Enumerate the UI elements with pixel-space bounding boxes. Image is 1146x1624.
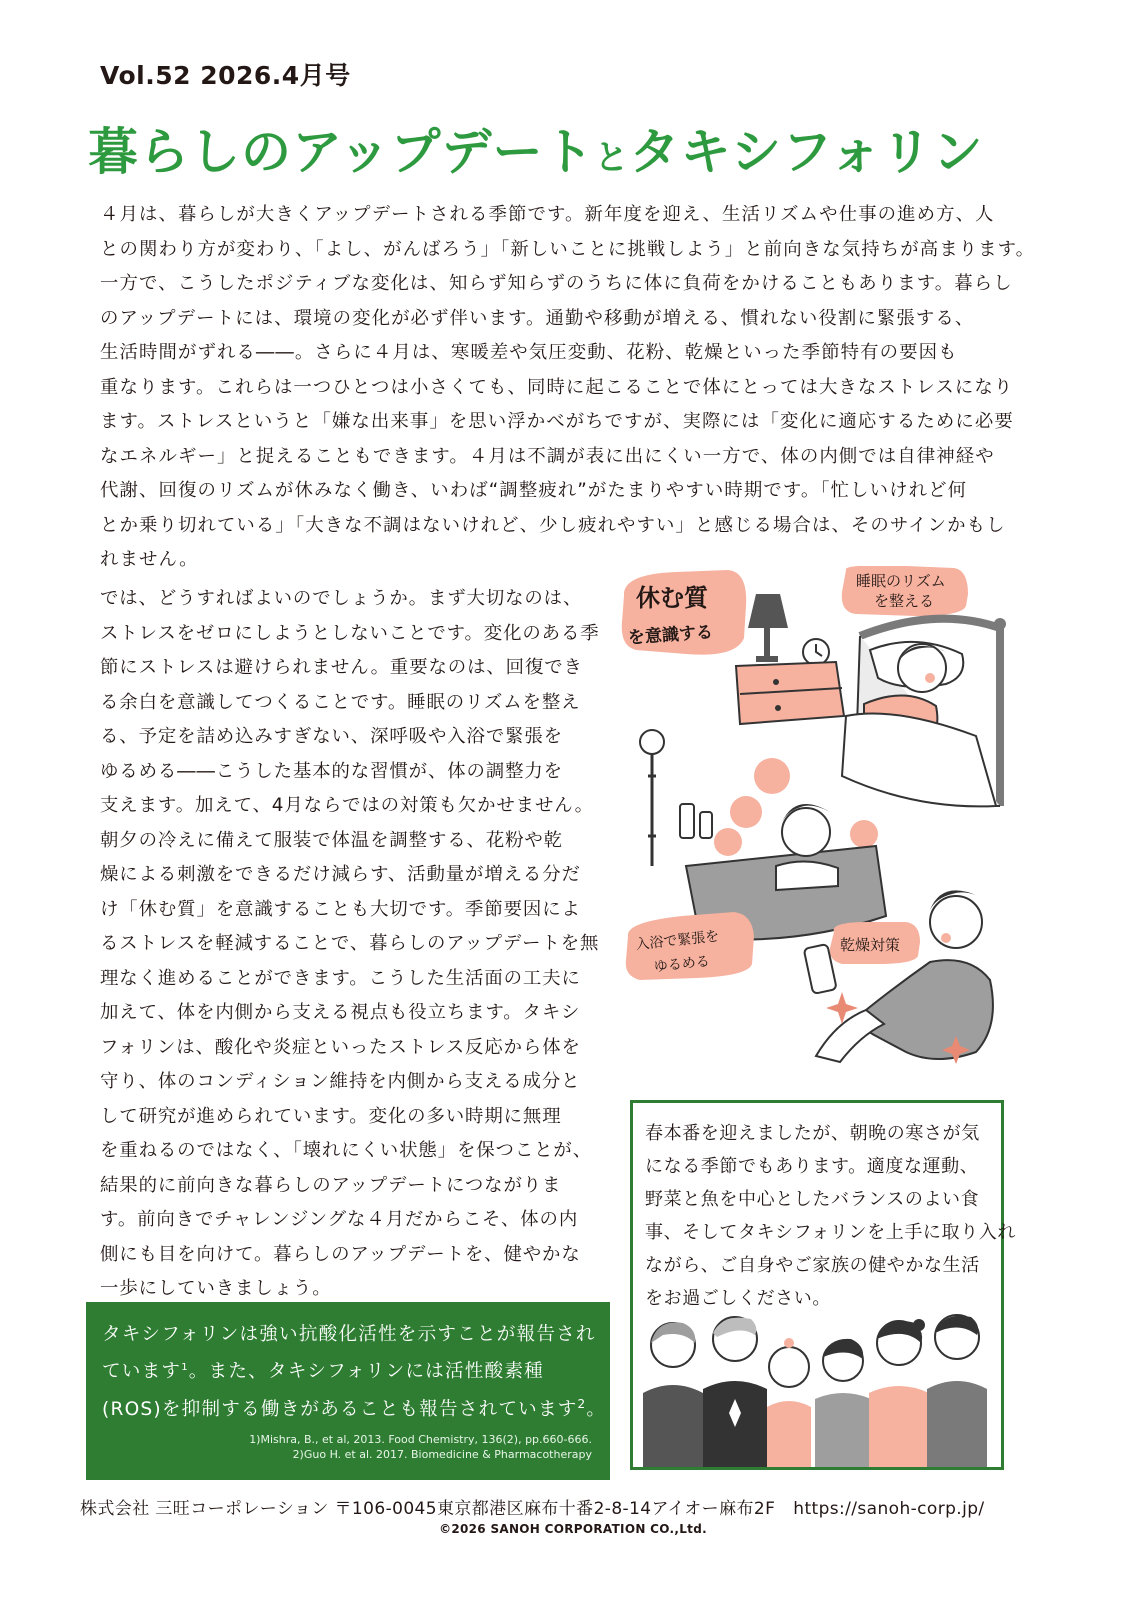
column-line-5: る、予定を詰め込みすぎない、深呼吸や入浴で緊張を — [100, 726, 563, 747]
research-line-2b: 。また、タキシフォリンには活性酸素種 — [188, 1361, 544, 1383]
column-line-1: では、どうすればよいのでしょうか。まず大切なのは、 — [100, 588, 583, 609]
bottle-icon — [680, 804, 694, 838]
title-connector: と — [594, 138, 630, 178]
research-highlight-text — [102, 1318, 607, 1426]
column-line-12: 理なく進めることができます。こうした生活面の工夫に — [100, 967, 581, 989]
copyright: ©2026 SANOH CORPORATION CO.,Ltd. — [439, 1522, 707, 1536]
family-member-baby — [767, 1338, 811, 1467]
intro-line-9: 代謝、回復のリズムが休みなく働き、いわば“調整疲れ”がたまりやすい時期です。「忙しいけれど何 — [100, 480, 968, 501]
family-member-mother — [869, 1319, 929, 1467]
note-line-2: になる季節でもあります。適度な運動、 — [645, 1156, 979, 1177]
research-highlight-box — [86, 1302, 610, 1480]
intro-line-7: ます。ストレスというと「嫌な出来事」を思い浮かべがちですが、実際には「変化に適応するために必要 — [100, 411, 1014, 432]
research-line-3a: (ROS)を抑制する働きがあることも報告されています — [102, 1399, 578, 1421]
company-url-link[interactable]: https://sanoh-corp.jp/ — [793, 1499, 985, 1519]
intro-line-4: のアップデートには、環境の変化が必ず伴います。通勤や移動が増える、慣れない役割に緊張する、 — [100, 307, 975, 329]
company-address: 株式会社 三旺コーポレーション 〒106-0045東京都港区麻布十番2-8-14アイオー麻布2F — [80, 1499, 776, 1519]
lifestyle-illustration — [616, 566, 1036, 1086]
seated-woman-head — [930, 896, 982, 948]
research-line-2a: ています — [102, 1361, 182, 1383]
intro-line-5: 生活時間がずれる――。さらに４月は、寒暖差や気圧変動、花粉、乾燥といった季節特有の要因も — [100, 342, 958, 363]
issue-number: Vol.52 2026.4月号 — [100, 61, 351, 90]
body-column — [100, 582, 612, 1307]
note-line-1: 春本番を迎えましたが、朝晩の寒さが気 — [645, 1123, 980, 1144]
note-line-6: をお過ごしください。 — [645, 1288, 831, 1309]
title-part1: 暮らしのアップデート — [88, 123, 595, 181]
research-line-3 — [102, 1388, 607, 1426]
family-member-child — [815, 1339, 871, 1467]
footer — [80, 1494, 1080, 1519]
sleep-label-line2: を整える — [874, 592, 935, 610]
intro-line-8: なエネルギー」と捉えることもできます。４月は不調が表に出にくい一方で、体の内側では自律神経や — [100, 445, 995, 467]
column-line-9: 燥による刺激をできるだけ減らす、活動量が増える分だ — [100, 864, 581, 885]
research-line-1: タキシフォリンは強い抗酸化活性を示すことが報告され — [102, 1324, 596, 1345]
family-illustration — [643, 1303, 993, 1467]
note-line-4: 事、そしてタキシフォリンを上手に取り入れ — [645, 1222, 1016, 1243]
title-part2: タキシフォリン — [629, 123, 984, 181]
sleeping-woman-head — [898, 644, 946, 692]
intro-line-11: れません。 — [100, 549, 199, 570]
column-line-8: 朝夕の冷えに備えて服装で体温を調整する、花粉や乾 — [100, 829, 563, 851]
note-line-3: 野菜と魚を中心としたバランスのよい食 — [645, 1189, 980, 1210]
intro-paragraph — [100, 198, 1036, 578]
research-line-2 — [102, 1351, 596, 1388]
rest-label-line2: を意識する — [627, 622, 714, 649]
intro-line-2: との関わり方が変わり、「よし、がんばろう」「新しいことに挑戦しよう」と前向きな気持ちが高まります。 — [100, 238, 1036, 260]
seated-woman-body — [863, 960, 993, 1059]
column-line-2: ストレスをゼロにしようとしないことです。変化のある季 — [100, 622, 600, 644]
column-line-10: け「休む質」を意識することも大切です。季節要因によ — [100, 898, 581, 920]
sleep-label-line1: 睡眠のリズム — [856, 572, 946, 590]
note-line-5: ながら、ご自身やご家族の健やかな生活 — [645, 1255, 980, 1276]
steam-cloud — [754, 758, 790, 794]
intro-line-10: とか乗り切れている」「大きな不調はないけれど、少し疲れやすい」と感じる場合は、そのサインかもし — [100, 514, 1006, 536]
blanket — [842, 714, 996, 807]
column-line-17: を重ねるのではなく、「壊れにくい状態」を保つことが、 — [100, 1140, 592, 1161]
intro-line-3: 一方で、こうしたポジティブな変化は、知らず知らずのうちに体に負荷をかけることもあります。暮らし — [100, 273, 1013, 294]
bathing-woman-head — [782, 808, 830, 856]
closing-note-box — [630, 1100, 1016, 1470]
rest-label-line1: 休む質 — [636, 584, 708, 612]
column-line-11: るストレスを軽減することで、暮らしのアップデートを無 — [100, 933, 600, 954]
column-line-13: 加えて、体を内側から支える視点も役立ちます。タキシ — [100, 1002, 581, 1023]
column-line-3: 節にストレスは避けられません。重要なのは、回復でき — [100, 657, 583, 678]
reference-1: 1)Mishra, B., et al, 2013. Food Chemistry, 136(2), pp.660-666. — [249, 1433, 592, 1446]
bath-label-line1: 入浴で緊張を — [634, 928, 721, 954]
column-line-4: る余白を意識してつくることです。睡眠のリズムを整え — [100, 691, 581, 713]
column-line-6: ゆるめる――こうした基本的な習慣が、体の調整力を — [100, 760, 563, 782]
intro-line-1: ４月は、暮らしが大きくアップデートされる季節です。新年度を迎え、生活リズムや仕事の進め方、人 — [100, 204, 995, 225]
dry-label-text: 乾燥対策 — [840, 936, 901, 954]
family-member-grandmother — [643, 1322, 703, 1467]
column-line-21: 一歩にしていきましょう。 — [100, 1278, 332, 1299]
bath-label-line2: ゆるめる — [653, 953, 711, 976]
footnote-marker-1: 1 — [181, 1362, 189, 1373]
column-line-20: 側にも目を向けて。暮らしのアップデートを、健やかな — [100, 1243, 581, 1265]
research-line-3b: 。 — [586, 1399, 607, 1421]
lamp-icon — [748, 594, 788, 628]
reference-2: 2)Guo H. et al. 2017. Biomedicine & Pharmacotherapy — [292, 1448, 592, 1461]
references — [249, 1432, 592, 1462]
column-line-19: す。前向きでチャレンジングな４月だからこそ、体の内 — [100, 1209, 579, 1230]
family-member-grandfather — [703, 1317, 767, 1467]
shower-head-icon — [640, 730, 664, 754]
family-member-father — [927, 1315, 987, 1467]
column-line-14: フォリンは、酸化や炎症といったストレス反応から体を — [100, 1036, 581, 1058]
closing-note-text — [645, 1117, 1016, 1315]
page-title — [88, 112, 984, 184]
column-line-18: 結果的に前向きな暮らしのアップデートにつながりま — [100, 1174, 562, 1196]
column-line-16: して研究が進められています。変化の多い時期に無理 — [100, 1105, 562, 1127]
intro-line-6: 重なります。これらは一つひとつは小さくても、同時に起こることで体にとっては大きなストレスになり — [100, 376, 1014, 398]
footnote-marker-2: 2 — [577, 1397, 587, 1412]
column-line-7: 支えます。加えて、4月ならではの対策も欠かせません。 — [100, 795, 594, 816]
column-line-15: 守り、体のコンディション維持を内側から支える成分と — [100, 1071, 581, 1092]
